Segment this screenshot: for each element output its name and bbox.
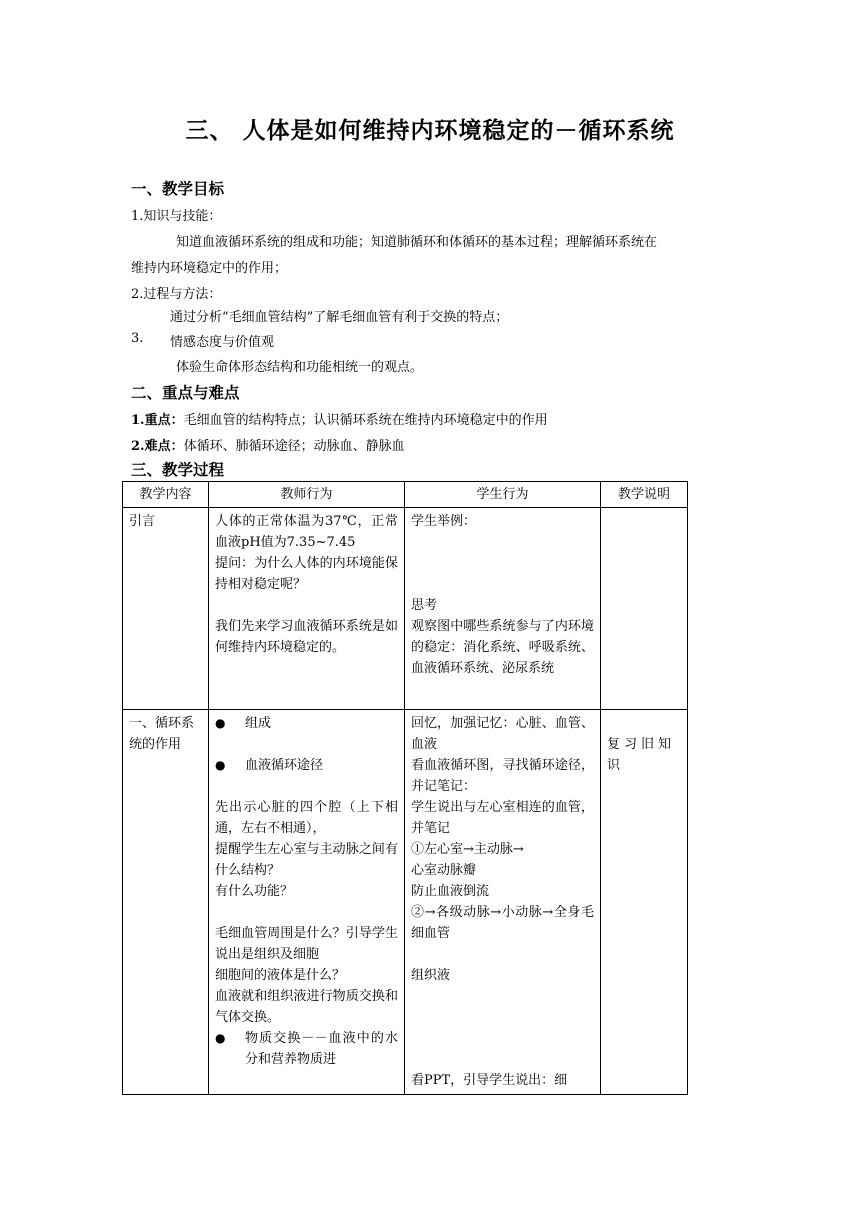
section-heading-key-points: 二、重点与难点 bbox=[131, 383, 240, 402]
key-point-text: 毛细血管的结构特点；认识循环系统在维持内环境稳定中的作用 bbox=[183, 413, 548, 428]
page-title: 三、 人体是如何维持内环境稳定的－循环系统 bbox=[185, 117, 675, 144]
teacher-cell bbox=[209, 710, 405, 1095]
knowledge-skills-text-b: 维持内环境稳定中的作用； bbox=[131, 261, 288, 276]
key-point-line bbox=[131, 409, 548, 428]
student-text: 回忆，加强记忆：心脏、血管、血液 bbox=[411, 716, 594, 752]
difficulty-label: 2.难点： bbox=[131, 439, 184, 454]
teacher-text: 提问：为什么人体的内环境能保持相对稳定呢？ bbox=[215, 556, 398, 592]
student-cell bbox=[405, 710, 601, 1095]
content-cell bbox=[123, 508, 209, 710]
note-cell bbox=[601, 710, 688, 1095]
note-text: 复习旧知识 bbox=[607, 737, 676, 773]
teacher-text: 提醒学生左心室与主动脉之间有什么结构？ bbox=[215, 842, 398, 878]
student-text: 看PPT，引导学生说出：细 bbox=[411, 1073, 568, 1088]
content-text: 引言 bbox=[129, 514, 156, 529]
student-text: 看血液循环图，寻找循环途径，并记笔记： bbox=[411, 758, 594, 794]
teacher-text: 毛细血管周围是什么？引导学生说出是组织及细胞 bbox=[215, 926, 398, 962]
section-heading-process: 三、教学过程 bbox=[131, 460, 225, 479]
student-text: ①左心室→主动脉→ bbox=[411, 842, 524, 857]
knowledge-skills-label: 1.知识与技能： bbox=[131, 209, 222, 224]
student-text: ②→各级动脉→小动脉→全身毛细血管 bbox=[411, 905, 594, 941]
teacher-text: 血液就和组织液进行物质交换和气体交换。 bbox=[215, 989, 398, 1025]
process-method-label: 2.过程与方法： bbox=[131, 287, 222, 302]
column-header: 教师行为 bbox=[209, 482, 405, 508]
teacher-bullet: ● 物质交换－－血液中的水分和营养物质进 bbox=[215, 1028, 398, 1070]
difficulty-text: 体循环、肺循环途径；动脉血、静脉血 bbox=[183, 439, 405, 454]
attitude-text: 体验生命体形态结构和功能相统一的观点。 bbox=[176, 360, 424, 375]
note-cell bbox=[601, 508, 688, 710]
teacher-text: 人体的正常体温为37℃，正常血液pH值为7.35~7.45 bbox=[215, 514, 398, 550]
student-text: 防止血液倒流 bbox=[411, 884, 490, 899]
column-header: 教学说明 bbox=[601, 482, 688, 508]
student-text: 心室动脉瓣 bbox=[411, 863, 477, 878]
student-text: 学生说出与左心室相连的血管，并笔记 bbox=[411, 800, 594, 836]
table-row bbox=[123, 508, 688, 710]
student-cell bbox=[405, 508, 601, 710]
attitude-label: 情感态度与价值观 bbox=[170, 335, 275, 350]
content-text: 一、循环系统的作用 bbox=[129, 716, 195, 752]
student-text: 组织液 bbox=[411, 968, 451, 983]
table-header-row bbox=[123, 482, 688, 508]
teaching-process-table bbox=[122, 481, 688, 1095]
teacher-bullet: ● 血液循环途径 bbox=[215, 755, 398, 776]
section-heading-objectives: 一、教学目标 bbox=[131, 179, 225, 198]
student-text: 学生举例： bbox=[411, 514, 477, 529]
process-method-text: 通过分析“毛细血管结构”了解毛细血管有利于交换的特点； bbox=[170, 310, 509, 325]
key-point-label: 1.重点： bbox=[131, 413, 184, 428]
attitude-number: 3. bbox=[131, 331, 144, 346]
teacher-text: 细胞间的液体是什么？ bbox=[215, 968, 346, 983]
teacher-text: 有什么功能？ bbox=[215, 884, 294, 899]
teacher-cell bbox=[209, 508, 405, 710]
difficulty-line bbox=[131, 435, 405, 454]
teacher-bullet: ● 组成 bbox=[215, 713, 398, 734]
student-text: 思考 bbox=[411, 598, 438, 613]
column-header: 教学内容 bbox=[123, 482, 209, 508]
teacher-text: 我们先来学习血液循环系统是如何维持内环境稳定的。 bbox=[215, 619, 398, 655]
column-header: 学生行为 bbox=[405, 482, 601, 508]
table-row bbox=[123, 710, 688, 1095]
teacher-text: 先出示心脏的四个腔（上下相通，左右不相通）， bbox=[215, 800, 398, 836]
knowledge-skills-text-a: 知道血液循环系统的组成和功能；知道肺循环和体循环的基本过程；理解循环系统在 bbox=[176, 235, 658, 250]
student-text: 观察图中哪些系统参与了内环境的稳定：消化系统、呼吸系统、血液循环系统、泌尿系统 bbox=[411, 619, 594, 676]
content-cell bbox=[123, 710, 209, 1095]
